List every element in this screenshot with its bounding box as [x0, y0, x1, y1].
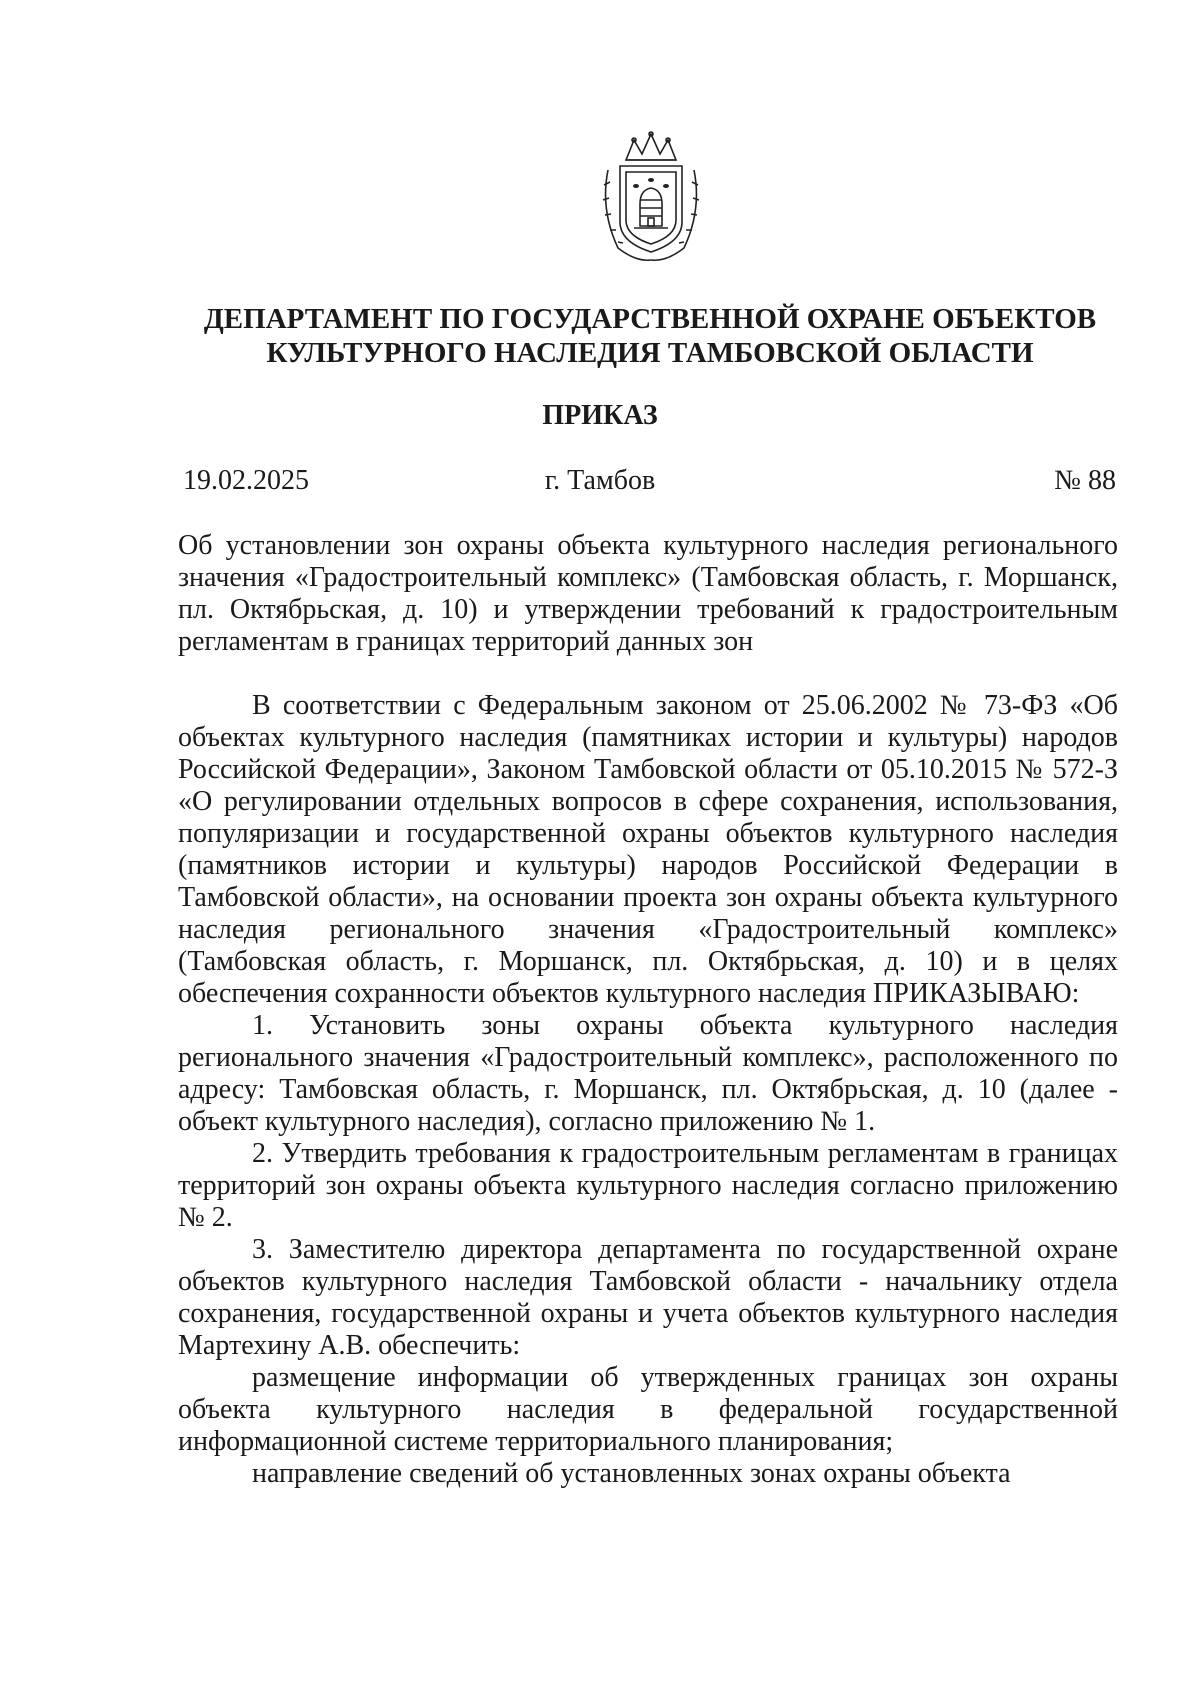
coat-of-arms-icon	[596, 130, 706, 266]
document-date: 19.02.2025	[183, 465, 309, 496]
emblem-svg	[596, 130, 706, 266]
document-type: ПРИКАЗ	[542, 400, 658, 431]
order-subitem-1: размещение информации об утвержденных границах зон охраны объекта культурного наследия в федеральной государственной информационной системе территориального планирования;	[178, 1362, 1118, 1457]
order-item-2: 2. Утвердить требования к градостроительным регламентам в границах территорий зон охраны объекта культурного наследия согласно приложению № 2.	[178, 1138, 1118, 1233]
preamble-paragraph: В соответствии с Федеральным законом от 25.06.2002 № 73-ФЗ «Об объектах культурного наследия (памятниках истории и культуры) народов Российской Федерации», Законом Тамбовской области от 05.10.2015 № 572-З «О регулировании отдельных вопросов в сфере сохранения, использования, популяризации и государственной охраны объектов культурного наследия (памятников истории и культуры) народов Российской Федерации в Тамбовской области», на основании проекта зон охраны объекта культурного наследия регионального значения «Градостроительный комплекс» (Тамбовская область, г. Моршанск, пл. Октябрьская, д. 10) и в целях обеспечения сохранности объектов культурного наследия ПРИКАЗЫВАЮ:	[178, 690, 1118, 1009]
order-subitem-2: направление сведений об установленных зонах охраны объекта	[252, 1458, 1011, 1489]
document-city: г. Тамбов	[544, 465, 656, 496]
order-item-3: 3. Заместителю директора департамента по государственной охране объектов культурного наследия Тамбовской области - начальнику отдела сохранения, государственной охраны и учета объектов культурного наследия Мартехину А.В. обеспечить:	[178, 1234, 1118, 1361]
document-body	[178, 690, 1118, 1490]
department-name: ДЕПАРТАМЕНТ ПО ГОСУДАРСТВЕННОЙ ОХРАНЕ ОБЪЕКТОВ КУЛЬТУРНОГО НАСЛЕДИЯ ТАМБОВСКОЙ ОБЛАСТИ	[203, 303, 1097, 369]
order-item-1: 1. Установить зоны охраны объекта культурного наследия регионального значения «Градостроительный комплекс», расположенного по адресу: Тамбовская область, г. Моршанск, пл. Октябрьская, д. 10 (далее - объект культурного наследия), согласно приложению № 1.	[178, 1010, 1118, 1137]
document-number: № 88	[1054, 465, 1116, 496]
document-subject: Об установлении зон охраны объекта культурного наследия регионального значения «Градостроительный комплекс» (Тамбовская область, г. Моршанск, пл. Октябрьская, д. 10) и утверждении требований к градостроительным регламентам в границах территорий данных зон	[178, 530, 1118, 657]
